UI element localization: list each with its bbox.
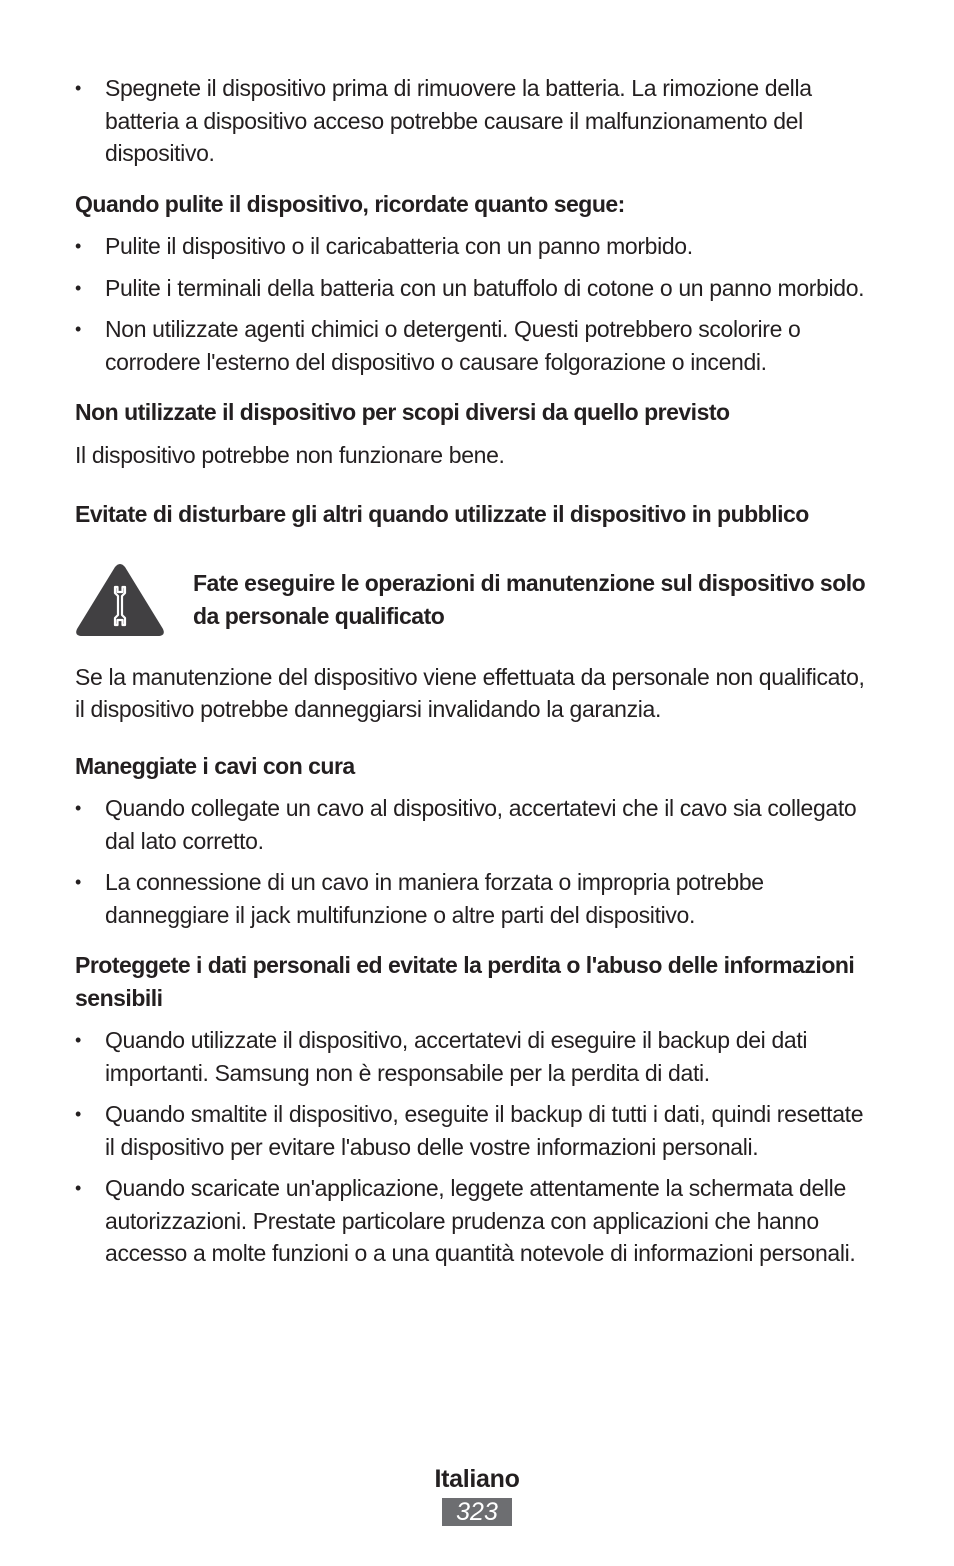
list-item: • Quando smaltite il dispositivo, eseguite il backup di tutti i dati, quindi resettate il dispositivo per evitare l'abuso delle vostre informazioni personali. — [75, 1098, 875, 1163]
page-footer — [0, 1462, 954, 1526]
battery-bullet-list — [75, 72, 875, 170]
list-item: • Spegnete il dispositivo prima di rimuovere la batteria. La rimozione della batteria a dispositivo acceso potrebbe causare il malfunzionamento del dispositivo. — [75, 72, 875, 170]
maintenance-warning — [75, 563, 875, 637]
list-item: • Quando utilizzate il dispositivo, accertatevi di eseguire il backup dei dati importanti. Samsung non è responsabile per la perdita di dati. — [75, 1024, 875, 1089]
page-content — [75, 72, 875, 1279]
list-item: • Pulite i terminali della batteria con un batuffolo di cotone o un panno morbido. — [75, 272, 875, 305]
list-item: • La connessione di un cavo in maniera forzata o impropria potrebbe danneggiare il jack multifunzione o altre parti del dispositivo. — [75, 866, 875, 931]
cables-heading: Maneggiate i cavi con cura — [75, 752, 355, 779]
page-number: 323 — [442, 1498, 512, 1526]
cables-bullet-list — [75, 792, 875, 931]
list-item: • Pulite il dispositivo o il caricabatteria con un panno morbido. — [75, 230, 875, 263]
public-heading: Evitate di disturbare gli altri quando utilizzate il dispositivo in pubblico — [75, 501, 809, 527]
data-heading: Proteggete i dati personali ed evitate la perdita o l'abuso delle informazioni sensibili — [75, 952, 855, 1011]
maintenance-heading: Fate eseguire le operazioni di manutenzione sul dispositivo solo da personale qualificato — [193, 569, 866, 629]
cleaning-heading: Quando pulite il dispositivo, ricordate quanto segue: — [75, 190, 625, 217]
list-item: • Quando collegate un cavo al dispositivo, accertatevi che il cavo sia collegato dal lato corretto. — [75, 792, 875, 857]
maintenance-text: Se la manutenzione del dispositivo viene effettuata da personale non qualificato, il dispositivo potrebbe danneggiarsi invalidando la garanzia. — [75, 663, 865, 722]
list-item: • Non utilizzate agenti chimici o detergenti. Questi potrebbero scolorire o corrodere l'esterno del dispositivo o causare folgorazione o incendi. — [75, 313, 875, 378]
cleaning-bullet-list — [75, 230, 875, 378]
purpose-heading: Non utilizzate il dispositivo per scopi diversi da quello previsto — [75, 399, 730, 425]
data-bullet-list — [75, 1024, 875, 1270]
footer-language: Italiano — [434, 1465, 520, 1493]
purpose-text: Il dispositivo potrebbe non funzionare bene. — [75, 441, 505, 468]
list-item: • Quando scaricate un'applicazione, leggete attentamente la schermata delle autorizzazioni. Prestate particolare prudenza con applicazioni che hanno accesso a molte funzioni o a una quantità notevole di informazioni personali. — [75, 1172, 875, 1270]
wrench-warning-icon — [75, 563, 165, 637]
